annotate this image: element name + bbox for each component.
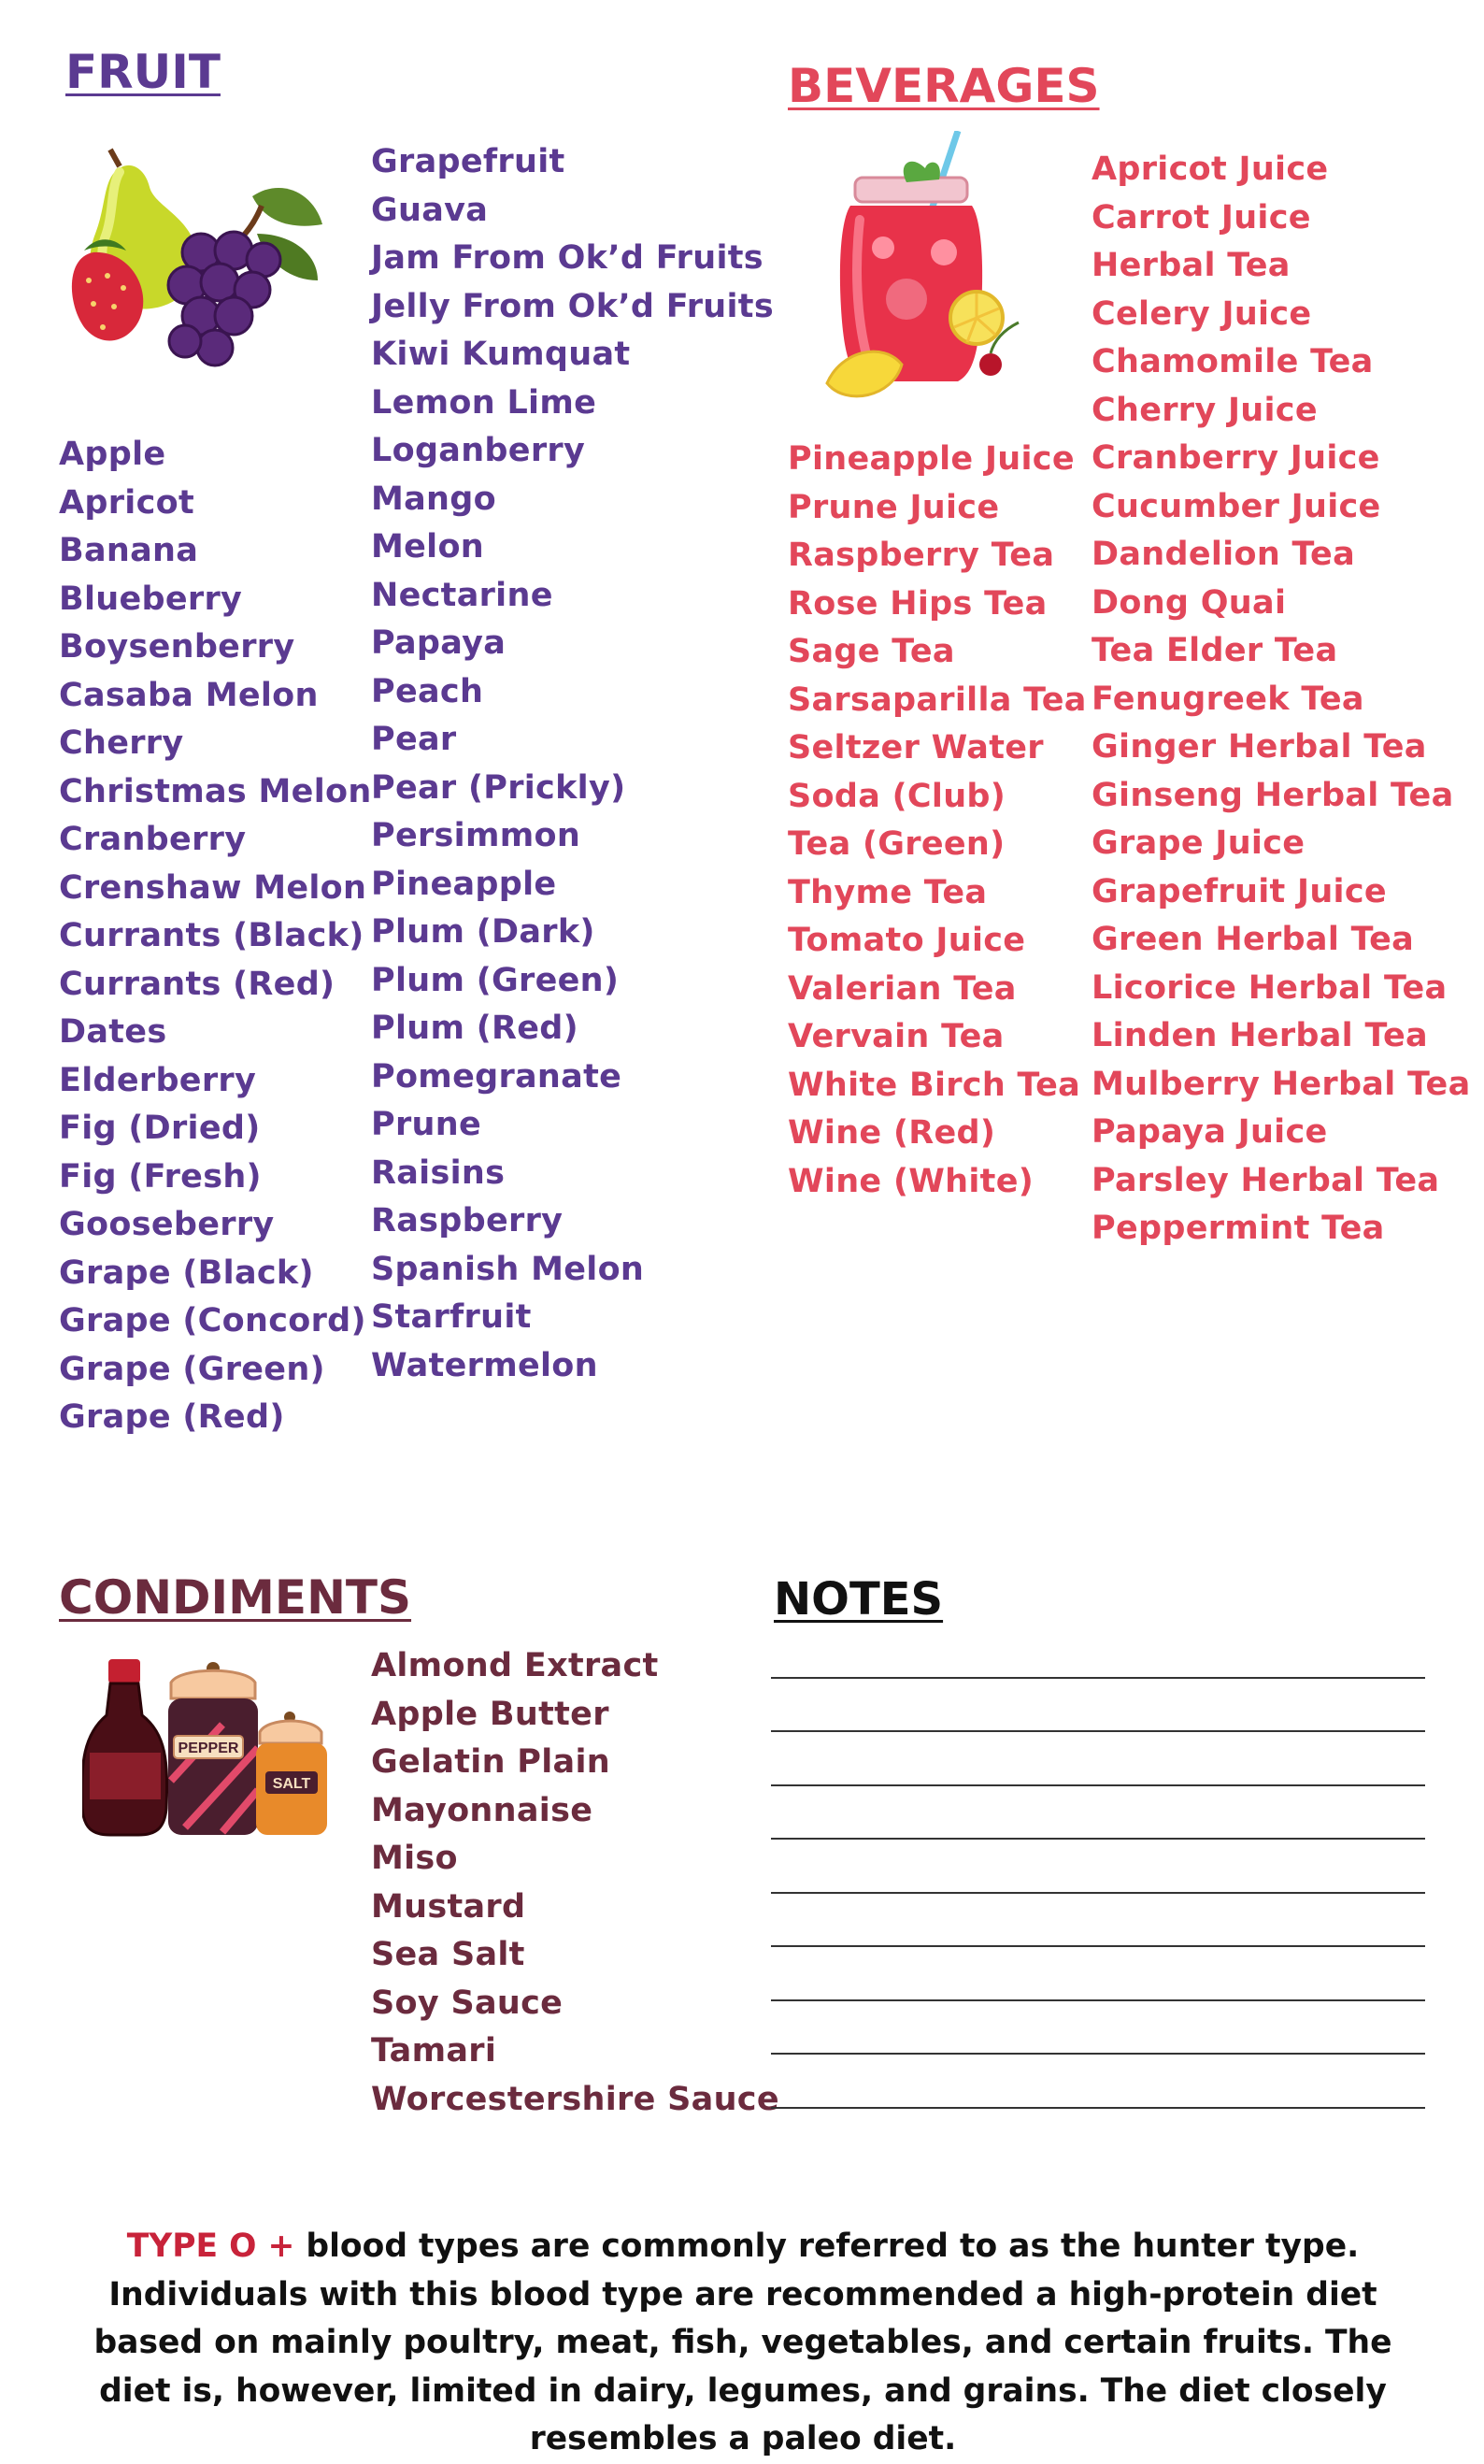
list-item: Celery Juice [1092, 294, 1312, 333]
fruit-list-col2 [371, 138, 774, 1390]
list-item: Spanish Melon [371, 1250, 645, 1288]
list-item: Raspberry [371, 1202, 564, 1239]
list-item: Miso [371, 1840, 458, 1877]
list-item: Plum (Red) [371, 1010, 578, 1047]
list-item: Pomegranate [371, 1057, 622, 1096]
list-item: Prune Juice [788, 488, 1000, 526]
list-item: Apple [59, 436, 166, 473]
fruit-heading: FRUIT [65, 45, 221, 99]
list-item: Casaba Melon [59, 676, 319, 714]
list-item: Mulberry Herbal Tea [1092, 1065, 1471, 1103]
list-item: Melon [371, 528, 485, 566]
list-item: Wine (Red) [788, 1114, 996, 1152]
list-item: Apple Butter [371, 1695, 609, 1733]
note-line[interactable] [771, 2107, 1425, 2109]
note-line[interactable] [771, 1945, 1425, 1947]
list-item: Thyme Tea [788, 873, 988, 911]
list-item: Cherry Juice [1092, 391, 1318, 429]
list-item: Raisins [371, 1153, 506, 1192]
list-item: Peppermint Tea [1092, 1210, 1385, 1247]
list-item: Cucumber Juice [1092, 487, 1381, 525]
condiments-list [371, 1642, 779, 2124]
list-item: Currants (Black) [59, 917, 364, 954]
list-item: Jam From Ok’d Fruits [371, 239, 763, 277]
list-item: Soda (Club) [788, 777, 1006, 815]
list-item: Currants (Red) [59, 965, 335, 1003]
list-item: Worcestershire Sauce [371, 2080, 779, 2118]
list-item: Jelly From Ok’d Fruits [371, 287, 774, 325]
list-item: Nectarine [371, 576, 553, 614]
list-item: Fig (Fresh) [59, 1157, 262, 1196]
note-line[interactable] [771, 2053, 1425, 2055]
list-item: Tamari [371, 2032, 497, 2070]
list-item: Pineapple Juice [788, 440, 1075, 478]
footer-paragraph [56, 2223, 1430, 2464]
list-item: Ginseng Herbal Tea [1092, 776, 1454, 814]
note-line[interactable] [771, 1838, 1425, 1840]
list-item: Banana [59, 532, 199, 569]
list-item: Papaya [371, 624, 507, 662]
list-item: Licorice Herbal Tea [1092, 968, 1448, 1007]
list-item: Elderberry [59, 1061, 257, 1099]
list-item: Blueberry [59, 580, 243, 618]
list-item: Mustard [371, 1887, 526, 1926]
note-line[interactable] [771, 1784, 1425, 1786]
list-item: Chamomile Tea [1092, 343, 1374, 380]
list-item: Ginger Herbal Tea [1092, 728, 1427, 766]
condiments-heading: CONDIMENTS [59, 1570, 412, 1625]
list-item: Cherry [59, 724, 184, 762]
notes-heading: NOTES [774, 1573, 944, 1626]
list-item: Raspberry Tea [788, 537, 1055, 574]
list-item: Green Herbal Tea [1092, 921, 1415, 958]
list-item: Grape (Green) [59, 1350, 325, 1388]
list-item: Soy Sauce [371, 1984, 564, 2022]
list-item: Dandelion Tea [1092, 536, 1356, 573]
list-item: Grapefruit Juice [1092, 872, 1387, 910]
list-item: Peach [371, 672, 484, 710]
list-item: Plum (Green) [371, 961, 620, 999]
list-item: Carrot Juice [1092, 198, 1311, 236]
list-item: Plum (Dark) [371, 913, 595, 951]
fruit-list-col1 [59, 431, 372, 1442]
list-item: Watermelon [371, 1346, 598, 1384]
list-item: Dong Quai [1092, 583, 1287, 622]
list-item: Sage Tea [788, 633, 955, 670]
list-item: Cranberry [59, 821, 247, 858]
list-item: Apricot [59, 483, 195, 522]
list-item: Cranberry Juice [1092, 439, 1380, 477]
list-item: Tea Elder Tea [1092, 632, 1338, 669]
lemonade-jar-icon [818, 131, 1033, 430]
list-item: Christmas Melon [59, 772, 372, 810]
list-item: Prune [371, 1106, 481, 1143]
list-item: Herbal Tea [1092, 247, 1291, 284]
list-item: Gelatin Plain [371, 1743, 610, 1781]
list-item: Grapefruit [371, 143, 565, 180]
list-item: Almond Extract [371, 1647, 659, 1684]
footer-text: blood types are commonly referred to as the hunter type. Individuals with this blood type are recommended a high-protein diet based on mainly poultry, meat, fish, vegetables, and certain fruits. The diet is, however, limited in dairy, legumes, and grains. The diet closely resembles a paleo diet. [93, 2228, 1392, 2457]
list-item: Pear [371, 721, 457, 758]
list-item: Seltzer Water [788, 729, 1044, 766]
list-item: Grape (Red) [59, 1398, 285, 1436]
list-item: Persimmon [371, 817, 581, 854]
list-item: Sarsaparilla Tea [788, 680, 1087, 719]
fruit-illustration-icon [65, 140, 336, 383]
salt-label: SALT [272, 1776, 311, 1792]
list-item: Parsley Herbal Tea [1092, 1161, 1440, 1199]
note-line[interactable] [771, 1999, 1425, 2001]
list-item: Boysenberry [59, 628, 295, 666]
list-item: Grape (Black) [59, 1253, 314, 1292]
list-item: Linden Herbal Tea [1092, 1017, 1428, 1054]
condiment-bottles-icon [82, 1650, 344, 1841]
note-line[interactable] [771, 1892, 1425, 1894]
list-item: Gooseberry [59, 1206, 275, 1243]
beverages-list-col1 [788, 436, 1087, 1206]
footer-highlight: TYPE O + [126, 2228, 295, 2265]
list-item: Apricot Juice [1092, 150, 1329, 188]
note-line[interactable] [771, 1677, 1425, 1679]
list-item: Rose Hips Tea [788, 584, 1048, 623]
list-item: Pear (Prickly) [371, 768, 626, 807]
list-item: Tea (Green) [788, 825, 1006, 863]
list-item: Pineapple [371, 865, 557, 903]
note-line[interactable] [771, 1730, 1425, 1732]
list-item: Valerian Tea [788, 969, 1017, 1008]
list-item: Starfruit [371, 1298, 532, 1336]
list-item: Tomato Juice [788, 922, 1026, 959]
list-item: Grape (Concord) [59, 1302, 366, 1339]
list-item: Dates [59, 1013, 167, 1051]
list-item: Guava [371, 191, 489, 229]
beverages-heading: BEVERAGES [788, 59, 1100, 113]
list-item: Crenshaw Melon [59, 868, 367, 907]
list-item: Papaya Juice [1092, 1113, 1328, 1151]
list-item: Mayonnaise [371, 1791, 593, 1829]
list-item: Fenugreek Tea [1092, 680, 1364, 718]
list-item: Wine (White) [788, 1162, 1035, 1200]
list-item: White Birch Tea [788, 1066, 1081, 1104]
list-item: Grape Juice [1092, 824, 1306, 862]
list-item: Sea Salt [371, 1936, 525, 1973]
list-item: Vervain Tea [788, 1018, 1005, 1055]
list-item: Mango [371, 480, 496, 518]
list-item: Loganberry [371, 432, 586, 469]
list-item: Lemon Lime [371, 383, 597, 422]
list-item: Fig (Dried) [59, 1110, 261, 1147]
list-item: Kiwi Kumquat [371, 336, 631, 373]
beverages-list-col2 [1092, 146, 1470, 1253]
pepper-label: PEPPER [178, 1741, 239, 1756]
